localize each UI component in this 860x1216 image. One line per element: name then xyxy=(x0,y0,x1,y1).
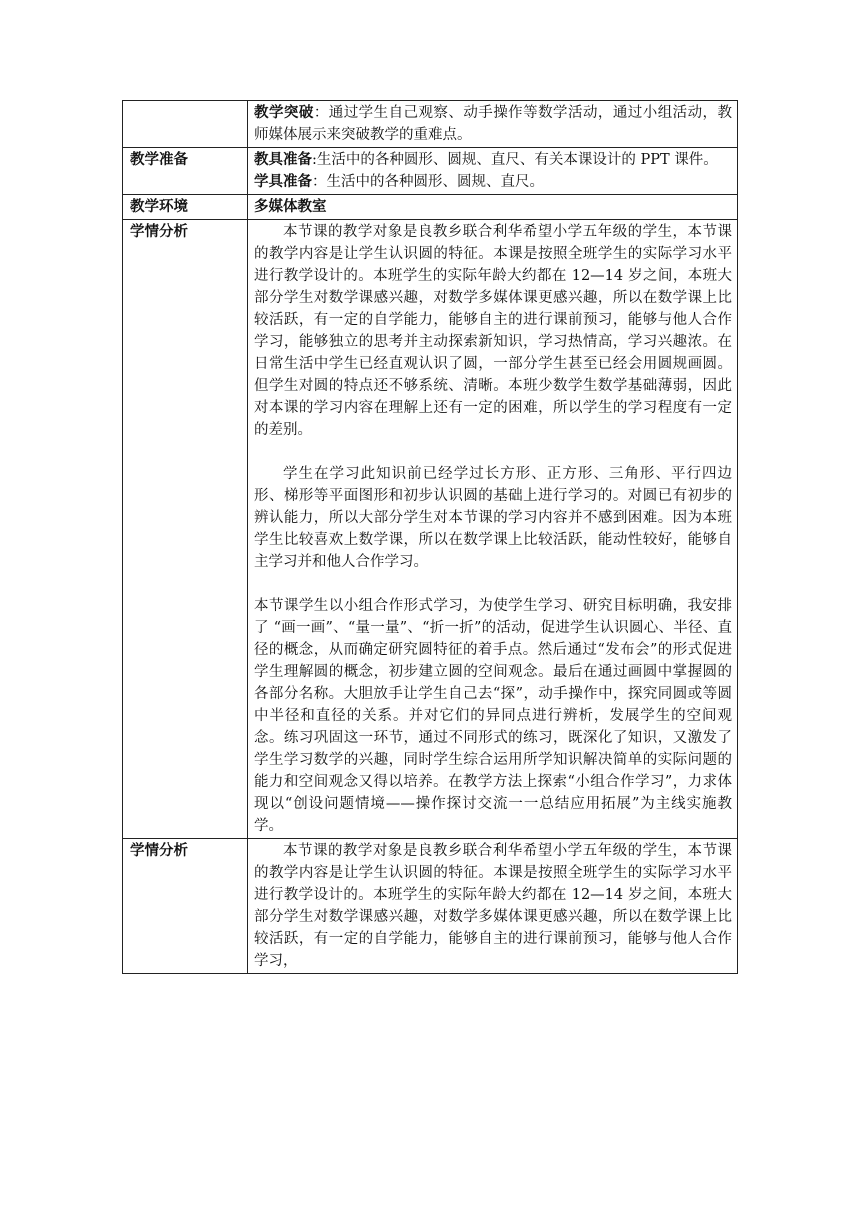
env-value: 多媒体教室 xyxy=(254,199,327,215)
analysis-cell xyxy=(248,220,738,839)
analysis-paragraph-1: 本节课的教学对象是良教乡联合利华希望小学五年级的学生，本节课的教学内容是让学生认识圆的特征。本课是按照全班学生的实际学习水平进行教学设计的。本班学生的实际年龄大约都在 12—14 岁之间，本班大部分学生对数学课感兴趣，对数学多媒体课更感兴趣，所以在数学课上比较活跃，有一定的自学能力，能够自主的进行课前预习，能够与他人合作学习，能够独立的思考并主动探索新知识，学习热情高，学习兴趣浓。在日常生活中学生已经直观认识了圆，一部分学生甚至已经会用圆规画圆。但学生对圆的特点还不够系统、清晰。本班少数学生数学基础薄弱，因此对本课的学习内容在理解上还有一定的困难，所以学生的学习程度有一定的差别。 xyxy=(254,224,732,438)
analysis-repeat-paragraph: 本节课的教学对象是良教乡联合利华希望小学五年级的学生，本节课的教学内容是让学生认识圆的特征。本课是按照全班学生的实际学习水平进行教学设计的。本班学生的实际年龄大约都在 12—14 岁之间，本班大部分学生对数学课感兴趣，对数学多媒体课更感兴趣，所以在数学课上比较活跃，有一定的自学能力，能够自主的进行课前预习，能够与他人合作学习， xyxy=(254,843,732,969)
analysis-paragraph-3: 本节课学生以小组合作形式学习，为使学生学习、研究目标明确，我安排了 “画一画”、“量一量”、“折一折”的活动，促进学生认识圆心、半径、直径的概念，从而确定研究圆特征的着手点。然后通过“发布会”的形式促进学生理解圆的概念，初步建立圆的空间观念。最后在通过画圆中掌握圆的各部分名称。大胆放手让学生自己去“探”，动手操作中，探究同圆或等圆中半径和直径的关系。并对它们的异同点进行辨析，发展学生的空间观念。练习巩固这一环节，通过不同形式的练习，既深化了知识，又激发了学生学习数学的兴趣，同时学生综合运用所学知识解决简单的实际问题的能力和空间观念又得以培养。在教学方法上探索“小组合作学习”，力求体现以“创设问题情境——操作探讨交流一一总结应用拓展”为主线实施教学。 xyxy=(254,598,732,834)
tools-heading: 教具准备 xyxy=(254,152,312,168)
row-label-env: 教学环境 xyxy=(123,195,248,220)
table-row xyxy=(123,101,738,148)
row-label-analysis-repeat: 学情分析 xyxy=(123,839,248,974)
env-cell xyxy=(248,195,738,220)
breakthrough-text: ：通过学生自己观察、动手操作等数学活动，通过小组活动，教师媒体展示来突破教学的重难点。 xyxy=(254,105,733,143)
table-row xyxy=(123,220,738,839)
row-label-analysis: 学情分析 xyxy=(123,220,248,839)
learn-tools-text: ：生活中的各种圆形、圆规、直尺。 xyxy=(312,174,544,190)
learn-tools-heading: 学具准备 xyxy=(254,174,312,190)
breakthrough-cell xyxy=(248,101,738,148)
breakthrough-heading: 教学突破 xyxy=(254,105,314,121)
table-row xyxy=(123,839,738,974)
prep-cell xyxy=(248,148,738,195)
analysis-repeat-cell xyxy=(248,839,738,974)
row-label-prep: 教学准备 xyxy=(123,148,248,195)
tools-text: :生活中的各种圆形、圆规、直尺、有关本课设计的 PPT 课件。 xyxy=(312,152,718,168)
row-label-breakthrough xyxy=(123,101,248,148)
lesson-plan-table xyxy=(122,100,738,974)
analysis-paragraph-2: 学生在学习此知识前已经学过长方形、正方形、三角形、平行四边形、梯形等平面图形和初步认识圆的基础上进行学习的。对圆已有初步的辨认能力，所以大部分学生对本节课的学习内容并不感到困难。因为本班学生比较喜欢上数学课，所以在数学课上比较活跃，能动性较好，能够自主学习并和他人合作学习。 xyxy=(254,466,732,570)
table-row xyxy=(123,148,738,195)
table-row xyxy=(123,195,738,220)
